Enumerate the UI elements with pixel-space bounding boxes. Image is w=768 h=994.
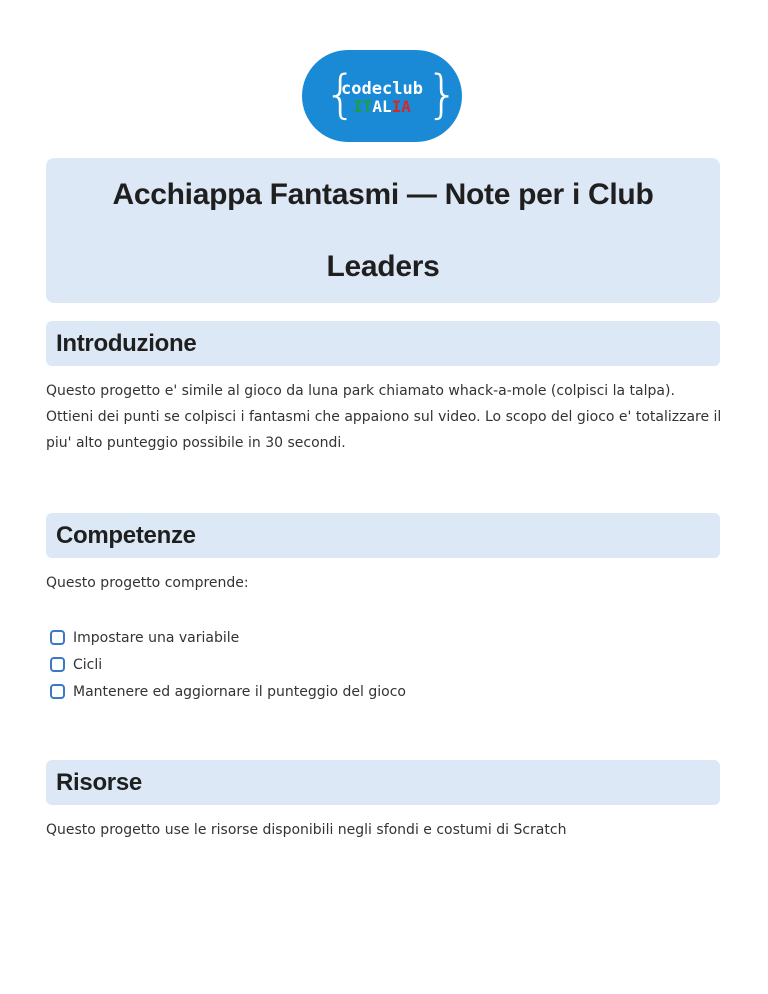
section-heading-risorse: Risorse [46,760,720,805]
resources-paragraph: Questo progetto use le risorse disponibili negli sfondi e costumi di Scratch [46,822,567,838]
page-title-line1: Acchiappa Fantasmi — Note per i Club [112,177,654,211]
logo-top-text: codeclub [341,79,423,99]
list-item [50,624,406,651]
list-item [50,651,406,678]
skills-checklist [50,624,406,705]
section-heading-introduzione: Introduzione [46,321,720,366]
svg-text:ITALIA: ITALIA [353,97,411,116]
list-item-label: Mantenere ed aggiornare il punteggio del gioco [73,683,406,700]
title-banner [46,158,720,303]
section-heading-competenze: Competenze [46,513,720,558]
page-title-line2: Leaders [326,249,440,283]
list-item-label: Impostare una variabile [73,629,240,646]
list-item-label: Cicli [73,656,103,673]
checkbox[interactable] [50,657,65,672]
checkbox[interactable] [50,684,65,699]
svg-text:{: { [324,65,358,125]
checkbox[interactable] [50,630,65,645]
skills-paragraph: Questo progetto comprende: [46,575,249,591]
intro-paragraph: Questo progetto e' simile al gioco da luna park chiamato whack-a-mole (colpisci la talpa). Ottieni dei punti se colpisci i fantasmi che appaiono sul video. Lo scopo del gioco e' totalizzare il piu' alto punteggio possibile in 30 secondi. [46,383,722,451]
codeclub-italia-logo [302,50,462,142]
list-item [50,678,406,705]
svg-text:}: } [426,65,460,125]
